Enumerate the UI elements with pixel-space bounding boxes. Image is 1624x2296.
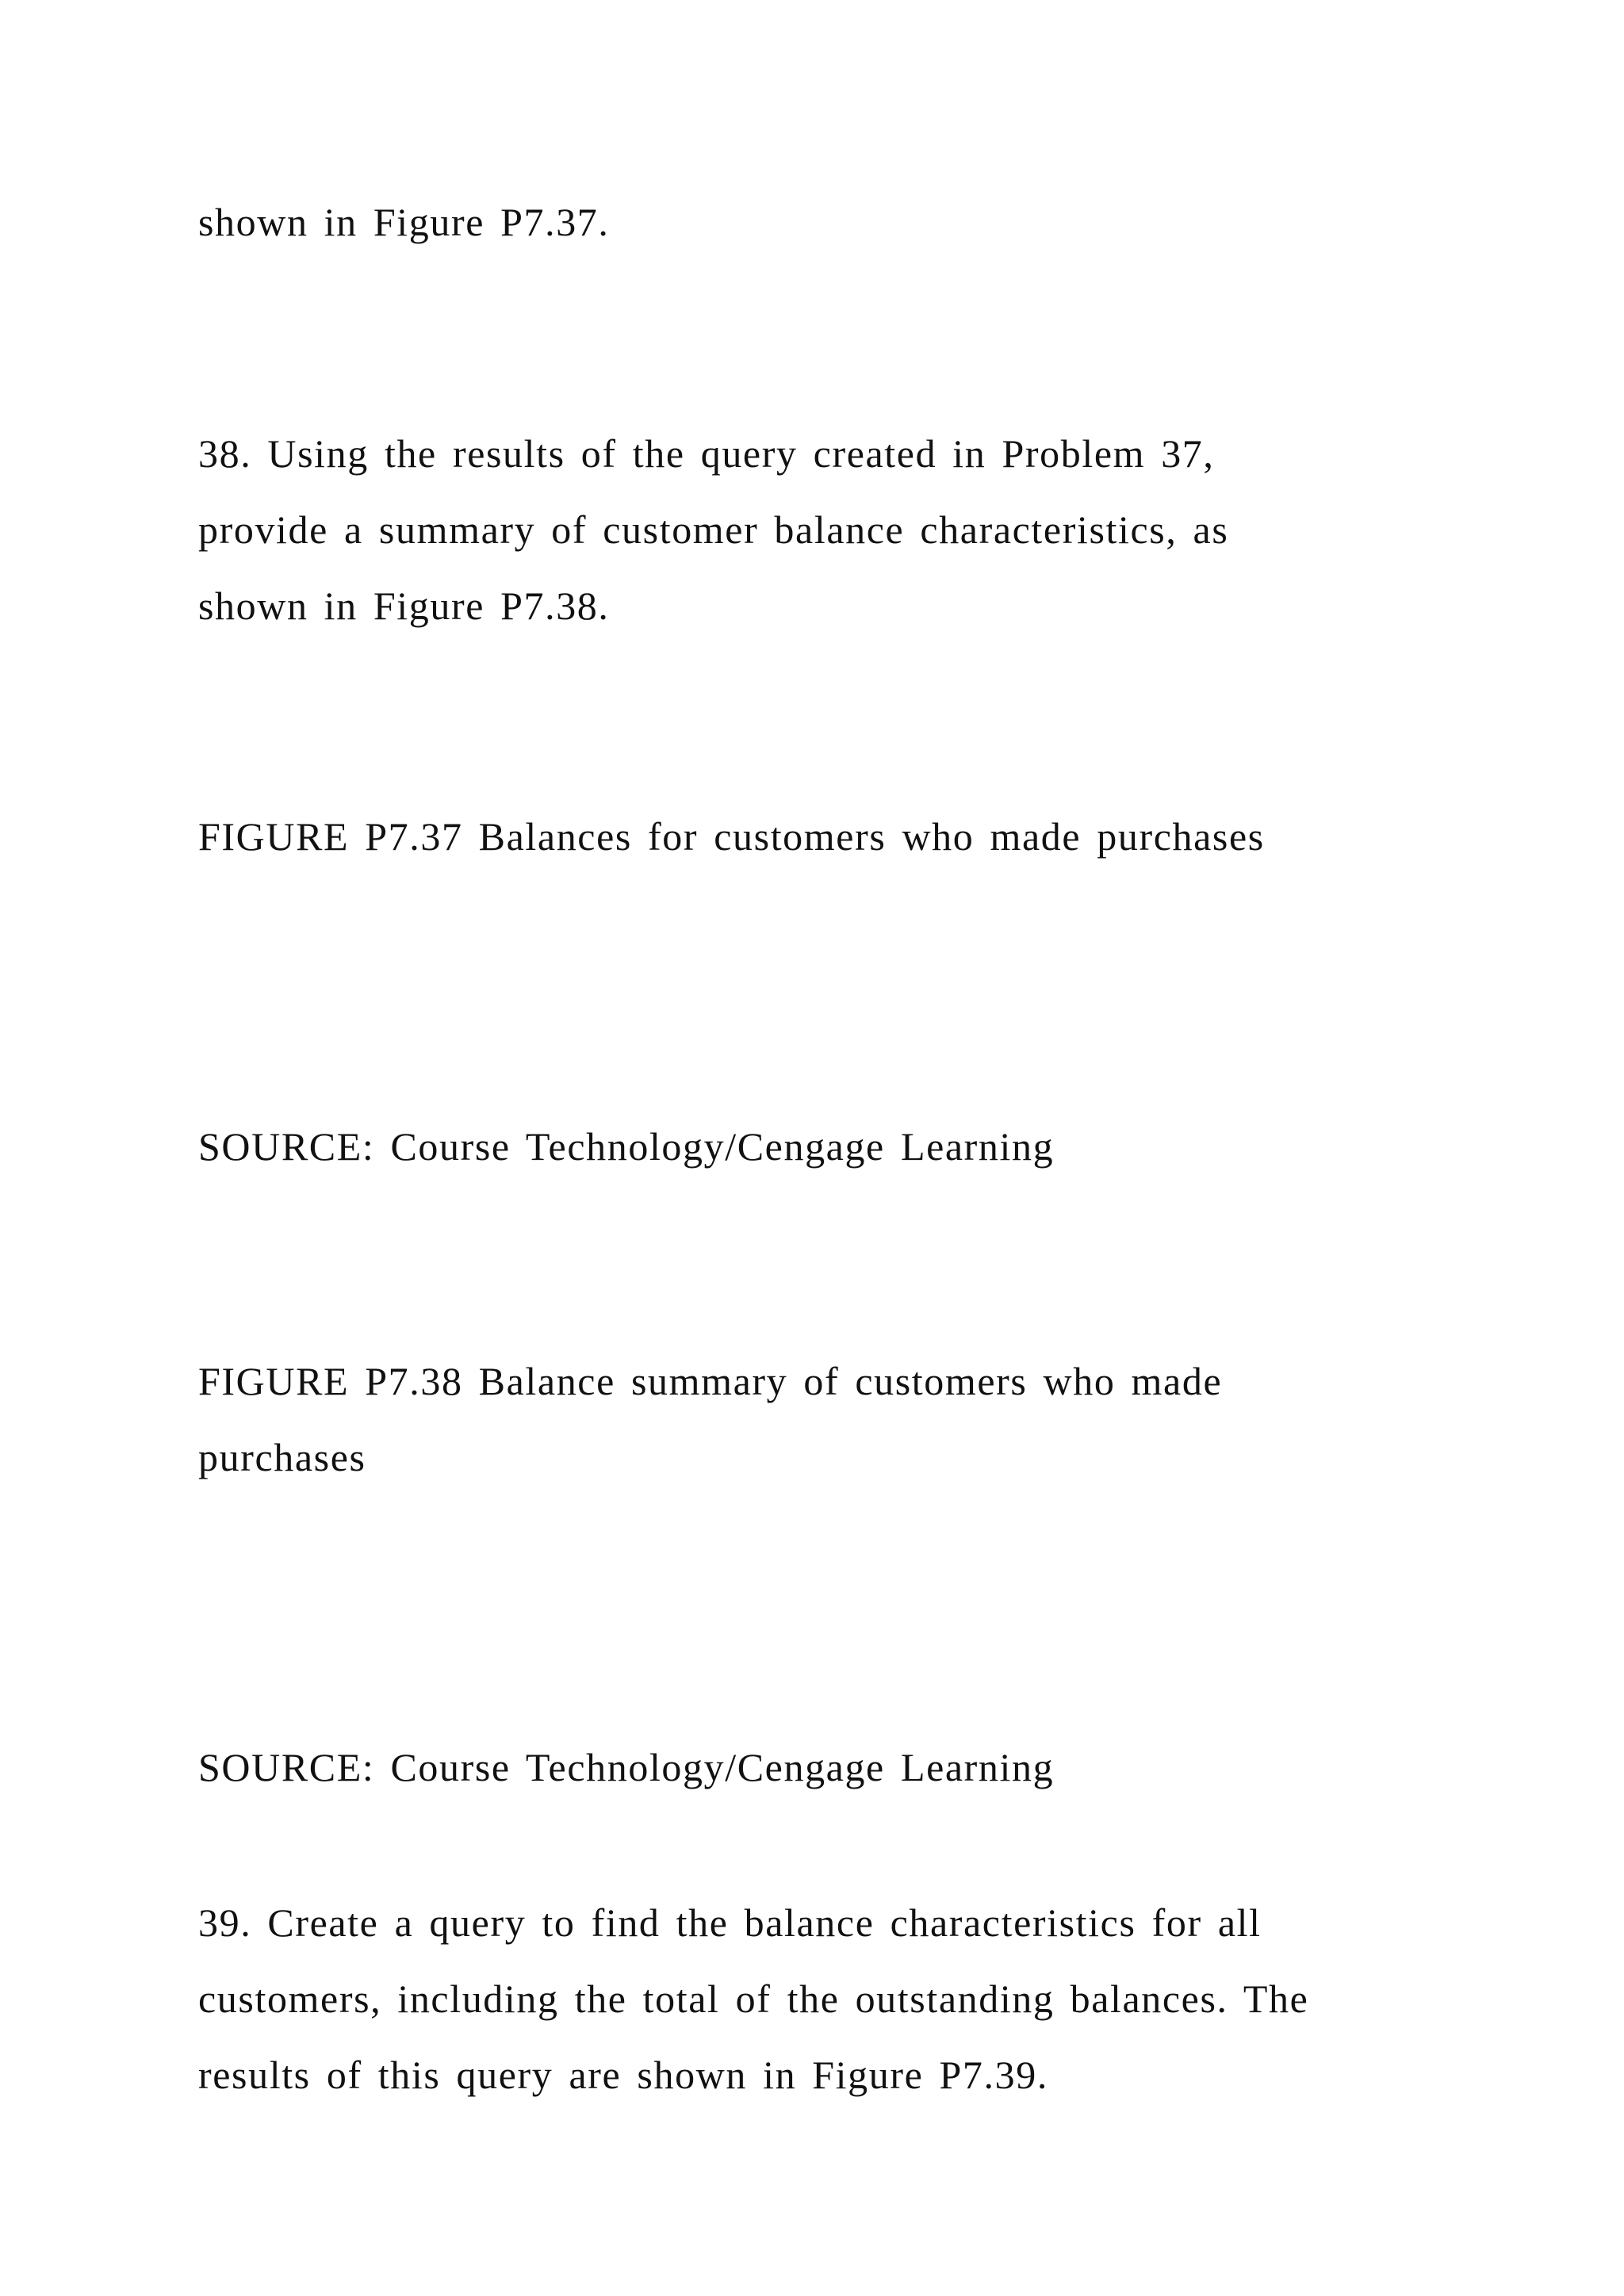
problem-39-line-1: 39. Create a query to find the balance characteristics for all — [198, 1900, 1262, 1945]
figure-p7-38-caption-line-1: FIGURE P7.38 Balance summary of customers who made — [198, 1359, 1223, 1403]
figure-p7-37-caption: FIGURE P7.37 Balances for customers who made purchases — [198, 814, 1265, 859]
figure-p7-37-source: SOURCE: Course Technology/Cengage Learning — [198, 1124, 1055, 1169]
problem-38-line-2: provide a summary of customer balance characteristics, as — [198, 507, 1229, 552]
problem-39-line-3: results of this query are shown in Figure P7.39. — [198, 2053, 1048, 2097]
problem-38-line-3: shown in Figure P7.38. — [198, 584, 610, 628]
problem-38-line-1: 38. Using the results of the query created in Problem 37, — [198, 431, 1215, 476]
figure-p7-38-caption-line-2: purchases — [198, 1435, 366, 1479]
paragraph-continuation-line-1: shown in Figure P7.37. — [198, 200, 610, 244]
problem-39-line-2: customers, including the total of the outstanding balances. The — [198, 1976, 1309, 2021]
figure-p7-38-source: SOURCE: Course Technology/Cengage Learning — [198, 1745, 1055, 1789]
